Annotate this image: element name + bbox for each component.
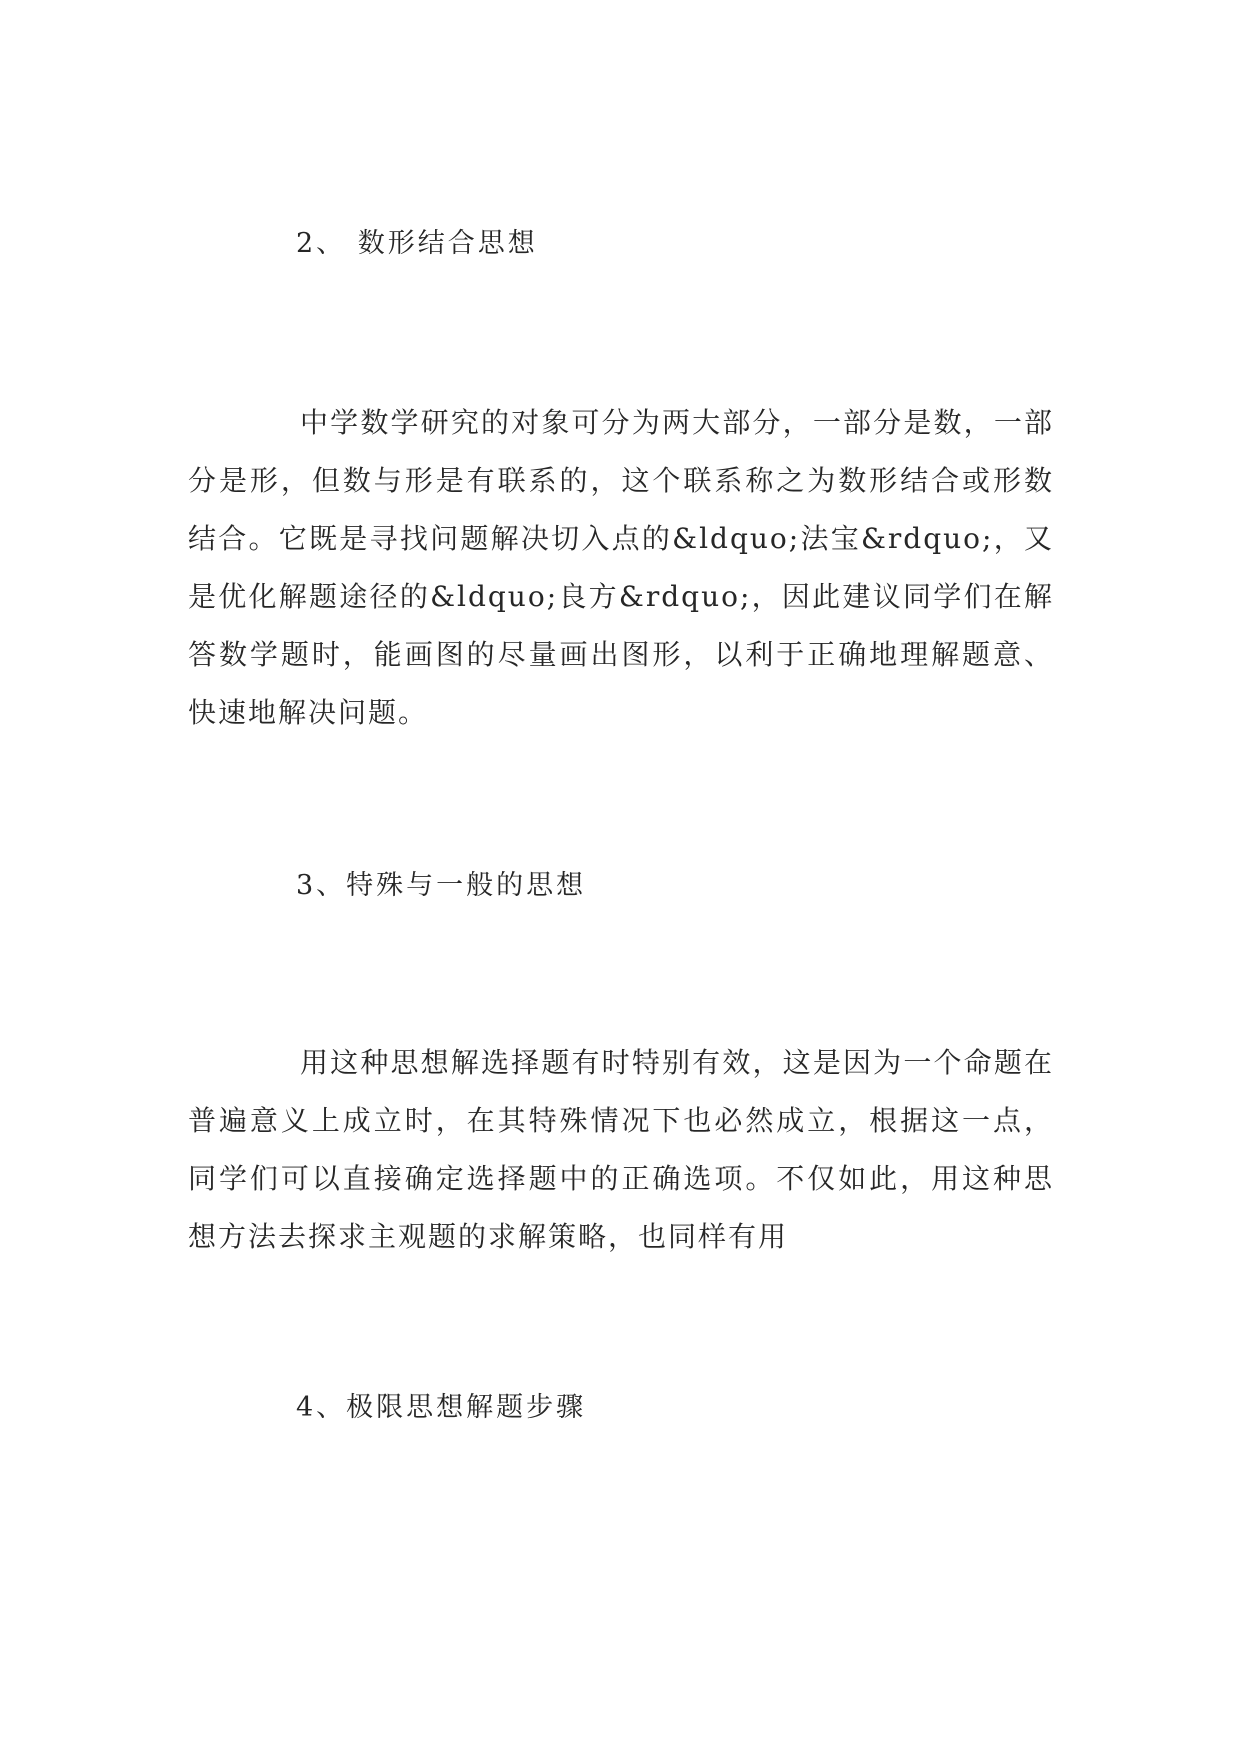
section-paragraph-number-shape: 中学数学研究的对象可分为两大部分，一部分是数，一部分是形，但数与形是有联系的，这个联系称之为数形结合或形数结合。它既是寻找问题解决切入点的&ldquo;法宝&rdquo;，又是优化解题途径的&ldquo;良方&rdquo;，因此建议同学们在解答数学题时，能画图的尽量画出图形，以利于正确地理解题意、快速地解决问题。 — [188, 406, 1054, 729]
section-paragraph-special-general: 用这种思想解选择题有时特别有效，这是因为一个命题在普遍意义上成立时，在其特殊情况下也必然成立，根据这一点，同学们可以直接确定选择题中的正确选项。不仅如此，用这种思想方法去探求主观题的求解策略，也同样有用 — [188, 1046, 1054, 1253]
section-heading-limit-steps: 4、极限思想解题步骤 — [296, 1392, 587, 1423]
section-heading-number-shape: 2、 数形结合思想 — [296, 228, 538, 259]
section-heading-special-general: 3、特殊与一般的思想 — [296, 870, 587, 901]
